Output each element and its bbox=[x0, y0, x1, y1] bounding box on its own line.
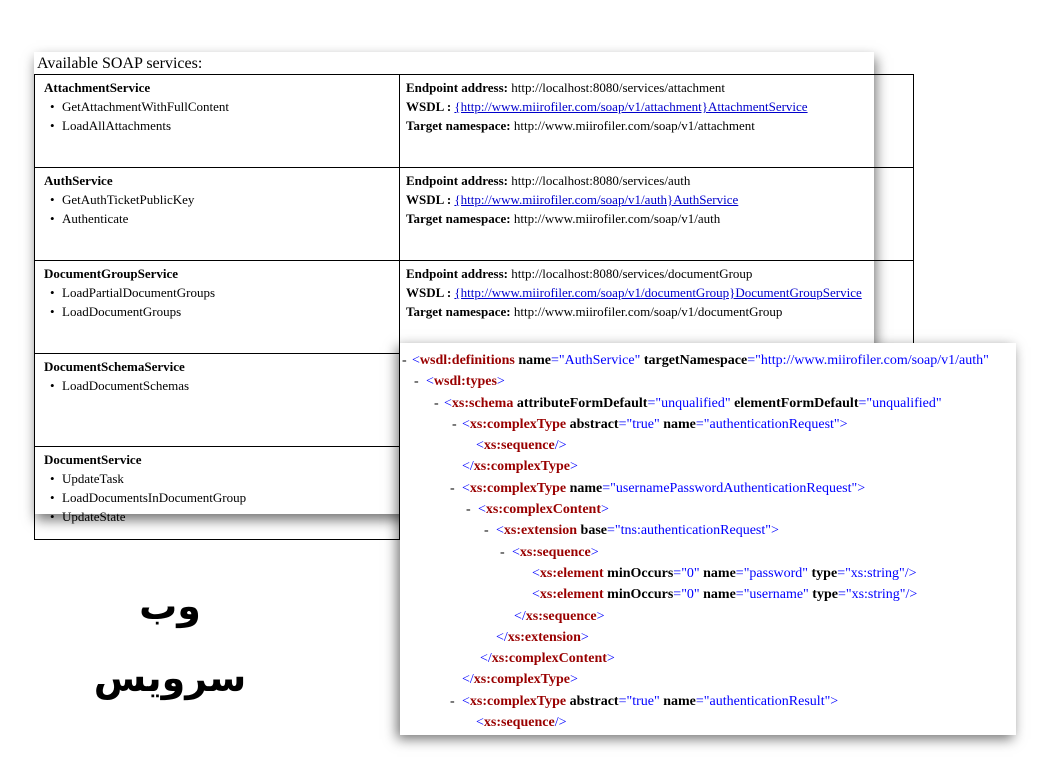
xml-token: abstract bbox=[569, 416, 619, 432]
xml-token: "tns:authenticationRequest" bbox=[614, 523, 771, 539]
xml-token: </ bbox=[462, 672, 474, 688]
operation-list bbox=[44, 469, 399, 526]
xml-token: xs:element bbox=[539, 565, 604, 581]
operation-item: • LoadAllAttachments bbox=[62, 116, 399, 135]
xml-token: > bbox=[569, 672, 578, 688]
xml-line bbox=[400, 371, 1040, 392]
xml-token: < bbox=[444, 395, 452, 411]
service-ops-cell bbox=[35, 447, 400, 540]
xml-line bbox=[400, 393, 1040, 414]
xml-line bbox=[400, 691, 1040, 712]
xml-token: "username" bbox=[743, 587, 809, 603]
xml-token: wsdl:definitions bbox=[419, 353, 515, 368]
collapse-toggle[interactable]: - bbox=[450, 693, 455, 709]
xml-token: </ bbox=[480, 651, 492, 667]
xml-line bbox=[400, 435, 1040, 456]
operation-list bbox=[44, 97, 399, 135]
xml-line bbox=[400, 499, 1040, 520]
xml-token: name bbox=[518, 353, 551, 368]
xml-line-text bbox=[462, 456, 578, 477]
xml-line bbox=[400, 478, 1040, 499]
target-namespace-line bbox=[406, 302, 913, 321]
target-namespace-line bbox=[406, 209, 913, 228]
xml-token: = bbox=[837, 565, 846, 581]
xml-token: = bbox=[618, 693, 627, 709]
xml-token: xs:complexType bbox=[469, 480, 567, 496]
xml-line bbox=[400, 712, 1040, 733]
xml-token: xs:sequence bbox=[483, 438, 555, 454]
xml-token: < bbox=[412, 353, 420, 368]
xml-token: attributeFormDefault bbox=[516, 395, 648, 411]
service-row bbox=[35, 75, 914, 168]
service-name: DocumentSchemaService bbox=[44, 359, 185, 374]
service-info-cell bbox=[400, 261, 914, 354]
service-info-cell bbox=[400, 75, 914, 168]
xml-line-text bbox=[496, 627, 589, 648]
operation-item: • UpdateState bbox=[62, 507, 399, 526]
target-namespace-value: http://www.miirofiler.com/soap/v1/documentGroup bbox=[513, 304, 783, 319]
operation-item: • GetAuthTicketPublicKey bbox=[62, 190, 399, 209]
xml-token: "authenticationRequest" bbox=[703, 416, 840, 432]
xml-token: > bbox=[601, 502, 609, 518]
xml-token: name bbox=[663, 693, 696, 709]
xml-token: "0" bbox=[681, 565, 700, 581]
xml-line bbox=[400, 627, 1040, 648]
xml-line bbox=[400, 456, 1040, 477]
wsdl-link-value[interactable]: {http://www.miirofiler.com/soap/v1/auth}AuthService bbox=[454, 192, 739, 207]
xml-token: type bbox=[811, 565, 838, 581]
operation-list bbox=[44, 376, 399, 395]
target-namespace-label: Target namespace: bbox=[406, 211, 511, 226]
xml-token: base bbox=[580, 523, 607, 539]
xml-token: xs:schema bbox=[451, 395, 514, 411]
xml-token: "AuthService" bbox=[558, 353, 641, 368]
xml-line bbox=[400, 606, 1040, 627]
xml-line bbox=[400, 350, 1040, 371]
wsdl-link-line bbox=[406, 283, 913, 302]
xml-token: = bbox=[695, 416, 704, 432]
xml-token: xs:sequence bbox=[525, 608, 597, 624]
xml-line-text bbox=[462, 669, 578, 690]
xml-token: = bbox=[695, 693, 704, 709]
xml-token: < bbox=[426, 374, 434, 390]
xml-token: targetNamespace bbox=[643, 353, 748, 368]
xml-line-text bbox=[476, 435, 566, 456]
xml-token: < bbox=[462, 480, 470, 496]
xml-line-text bbox=[512, 542, 599, 563]
xml-line-text bbox=[514, 606, 604, 627]
xml-token: xs:complexContent bbox=[491, 651, 607, 667]
xml-token: xs:extension bbox=[503, 523, 578, 539]
collapse-toggle[interactable]: - bbox=[452, 416, 457, 432]
target-namespace-label: Target namespace: bbox=[406, 118, 511, 133]
xml-line-text bbox=[462, 414, 848, 435]
xml-token: xs:complexType bbox=[473, 459, 570, 475]
xml-token: = bbox=[735, 565, 744, 581]
xml-token: = bbox=[735, 587, 744, 603]
xml-line-text bbox=[476, 712, 566, 733]
xml-token: "unqualified" bbox=[866, 395, 942, 411]
xml-line bbox=[400, 648, 1040, 669]
xml-token: < bbox=[512, 544, 520, 560]
xml-token: = bbox=[747, 353, 756, 368]
xml-line-text bbox=[412, 350, 989, 371]
collapse-toggle[interactable]: - bbox=[466, 502, 471, 518]
xml-token: minOccurs bbox=[607, 587, 674, 603]
xml-token: > bbox=[606, 651, 615, 667]
xml-line bbox=[400, 520, 1040, 541]
xml-token: xs:complexType bbox=[469, 693, 567, 709]
service-ops-cell bbox=[35, 354, 400, 447]
xml-token: wsdl:types bbox=[433, 374, 497, 390]
collapse-toggle[interactable]: - bbox=[434, 395, 439, 411]
xml-line-text bbox=[462, 478, 865, 499]
xml-line bbox=[400, 563, 1040, 584]
collapse-toggle[interactable]: - bbox=[500, 544, 505, 560]
xml-token: "0" bbox=[681, 587, 700, 603]
xml-line-text bbox=[478, 499, 609, 520]
target-namespace-value: http://www.miirofiler.com/soap/v1/attachment bbox=[513, 118, 755, 133]
xml-token: type bbox=[812, 587, 838, 603]
endpoint-address-line bbox=[406, 171, 913, 190]
xml-line-text bbox=[480, 648, 615, 669]
service-name: AttachmentService bbox=[44, 80, 151, 95]
endpoint-address-value: http://localhost:8080/services/attachment bbox=[511, 80, 725, 95]
xml-token: "authenticationResult" bbox=[703, 693, 831, 709]
xml-token: xs:sequence bbox=[483, 715, 555, 731]
xml-token: "xs:string" bbox=[845, 565, 905, 581]
xml-token: > bbox=[770, 523, 779, 539]
service-name: AuthService bbox=[44, 173, 113, 188]
xml-token: elementFormDefault bbox=[734, 395, 859, 411]
xml-token: minOccurs bbox=[607, 565, 674, 581]
collapse-toggle[interactable]: - bbox=[402, 353, 407, 368]
services-page-title: Available SOAP services: bbox=[37, 55, 203, 72]
xml-token: > bbox=[590, 544, 599, 560]
xml-line bbox=[400, 414, 1040, 435]
xml-token: > bbox=[857, 480, 866, 496]
collapse-toggle[interactable]: - bbox=[414, 374, 419, 390]
target-namespace-label: Target namespace: bbox=[406, 304, 511, 319]
xml-token: < bbox=[462, 416, 470, 432]
xml-token: xs:element bbox=[539, 587, 604, 603]
target-namespace-value: http://www.miirofiler.com/soap/v1/auth bbox=[513, 211, 721, 226]
service-info-cell bbox=[400, 168, 914, 261]
xml-line-text bbox=[462, 691, 838, 712]
xml-token: < bbox=[476, 438, 484, 454]
xml-token: /> bbox=[554, 715, 567, 731]
wsdl-link-label: WSDL : bbox=[406, 285, 452, 300]
xml-token: < bbox=[496, 523, 504, 539]
xml-token: = bbox=[673, 587, 682, 603]
service-ops-cell bbox=[35, 75, 400, 168]
xml-token: < bbox=[478, 502, 486, 518]
xml-token: /> bbox=[904, 565, 917, 581]
xml-token: /> bbox=[905, 587, 918, 603]
xml-token: xs:complexContent bbox=[485, 502, 602, 518]
caption bbox=[80, 570, 260, 714]
xml-token: < bbox=[462, 693, 470, 709]
xml-token: </ bbox=[496, 629, 508, 645]
xml-token: = bbox=[858, 395, 867, 411]
service-name: DocumentService bbox=[44, 452, 142, 467]
xml-token: name bbox=[703, 565, 736, 581]
caption-line-1: وب bbox=[139, 584, 201, 628]
wsdl-link-label: WSDL : bbox=[406, 99, 452, 114]
operation-item: • UpdateTask bbox=[62, 469, 399, 488]
wsdl-link-value[interactable]: {http://www.miirofiler.com/soap/v1/documentGroup}DocumentGroupService bbox=[454, 285, 862, 300]
xml-token: xs:sequence bbox=[519, 544, 591, 560]
xml-token: name bbox=[569, 480, 603, 496]
operation-item: • GetAttachmentWithFullContent bbox=[62, 97, 399, 116]
operation-item: • LoadDocumentSchemas bbox=[62, 376, 399, 395]
operation-item: • LoadPartialDocumentGroups bbox=[62, 283, 399, 302]
xml-token: </ bbox=[514, 608, 526, 624]
xml-token: > bbox=[596, 608, 605, 624]
endpoint-address-value: http://localhost:8080/services/auth bbox=[511, 173, 691, 188]
xml-token: /> bbox=[554, 438, 567, 454]
xml-token: = bbox=[647, 395, 656, 411]
xml-token: = bbox=[673, 565, 682, 581]
xml-line-text bbox=[532, 563, 917, 584]
xml-token: "unqualified" bbox=[655, 395, 731, 411]
service-row bbox=[35, 168, 914, 261]
xml-token: > bbox=[830, 693, 839, 709]
endpoint-address-value: http://localhost:8080/services/documentGroup bbox=[511, 266, 753, 281]
operation-item: • LoadDocumentGroups bbox=[62, 302, 399, 321]
wsdl-xml-window bbox=[400, 343, 1016, 735]
endpoint-address-label: Endpoint address: bbox=[406, 173, 508, 188]
xml-token: = bbox=[602, 480, 611, 496]
xml-token: > bbox=[496, 374, 505, 390]
xml-token: < bbox=[476, 715, 484, 731]
wsdl-xml-content bbox=[400, 350, 1040, 733]
service-name: DocumentGroupService bbox=[44, 266, 179, 281]
xml-line bbox=[400, 542, 1040, 563]
xml-token: = bbox=[618, 416, 627, 432]
service-row bbox=[35, 261, 914, 354]
endpoint-address-line bbox=[406, 264, 913, 283]
xml-token: </ bbox=[462, 459, 474, 475]
xml-token: "true" bbox=[626, 693, 660, 709]
service-ops-cell bbox=[35, 168, 400, 261]
xml-line-text bbox=[426, 371, 505, 392]
operation-list bbox=[44, 283, 399, 321]
xml-line bbox=[400, 584, 1040, 605]
operation-item: • LoadDocumentsInDocumentGroup bbox=[62, 488, 399, 507]
xml-token: = bbox=[551, 353, 559, 368]
xml-token: xs:complexType bbox=[469, 416, 567, 432]
xml-line-text bbox=[444, 393, 942, 414]
service-ops-cell bbox=[35, 261, 400, 354]
xml-token: name bbox=[663, 416, 696, 432]
wsdl-link-line bbox=[406, 190, 913, 209]
target-namespace-line bbox=[406, 116, 913, 135]
xml-line-text bbox=[496, 520, 779, 541]
collapse-toggle[interactable]: - bbox=[484, 523, 489, 539]
collapse-toggle[interactable]: - bbox=[450, 480, 455, 496]
endpoint-address-label: Endpoint address: bbox=[406, 80, 508, 95]
xml-line bbox=[400, 669, 1040, 690]
xml-token: > bbox=[569, 459, 578, 475]
xml-token: "http://www.miirofiler.com/soap/v1/auth" bbox=[755, 353, 989, 368]
wsdl-link-label: WSDL : bbox=[406, 192, 452, 207]
operation-list bbox=[44, 190, 399, 228]
endpoint-address-label: Endpoint address: bbox=[406, 266, 508, 281]
xml-token: xs:extension bbox=[507, 629, 581, 645]
endpoint-address-line bbox=[406, 78, 913, 97]
xml-token: < bbox=[532, 565, 540, 581]
xml-token: name bbox=[703, 587, 736, 603]
xml-token: = bbox=[606, 523, 615, 539]
xml-token: "true" bbox=[626, 416, 660, 432]
xml-token: "usernamePasswordAuthenticationRequest" bbox=[610, 480, 858, 496]
xml-token: abstract bbox=[569, 693, 619, 709]
caption-line-2: سرویس bbox=[93, 656, 247, 700]
operation-item: • Authenticate bbox=[62, 209, 399, 228]
xml-token: < bbox=[532, 587, 540, 603]
xml-token: > bbox=[839, 416, 848, 432]
xml-line-text bbox=[532, 584, 917, 605]
xml-token: = bbox=[837, 587, 846, 603]
xml-token: > bbox=[580, 629, 589, 645]
xml-token: "xs:string" bbox=[845, 587, 906, 603]
wsdl-link-line bbox=[406, 97, 913, 116]
wsdl-link-value[interactable]: {http://www.miirofiler.com/soap/v1/attachment}AttachmentService bbox=[454, 99, 808, 114]
xml-token: xs:complexType bbox=[473, 672, 570, 688]
xml-token: "password" bbox=[743, 565, 809, 581]
